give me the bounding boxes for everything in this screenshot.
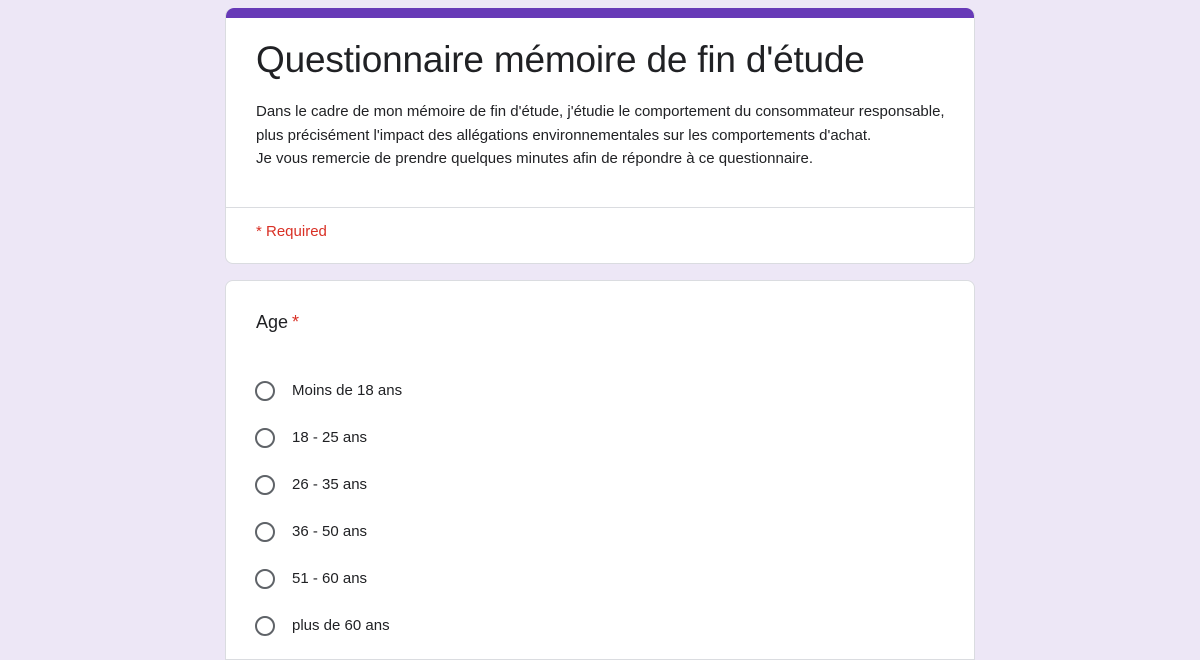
form-title: Questionnaire mémoire de fin d'étude bbox=[256, 39, 865, 80]
question-title bbox=[256, 312, 299, 333]
radio-option[interactable] bbox=[255, 602, 402, 649]
question-title-text: Age bbox=[256, 312, 289, 332]
radio-option-label[interactable]: plus de 60 ans bbox=[292, 617, 390, 634]
header-accent-band bbox=[226, 8, 974, 18]
form-header-card bbox=[225, 8, 975, 264]
radio-unchecked-icon[interactable] bbox=[255, 522, 275, 542]
header-divider bbox=[226, 207, 974, 208]
question-card-age bbox=[225, 280, 975, 660]
radio-option-label[interactable]: 26 - 35 ans bbox=[292, 476, 368, 493]
radio-unchecked-icon[interactable] bbox=[255, 381, 275, 401]
radio-unchecked-icon[interactable] bbox=[255, 569, 275, 589]
radio-unchecked-icon[interactable] bbox=[255, 428, 275, 448]
radio-option[interactable] bbox=[255, 555, 402, 602]
radio-option-label[interactable]: 18 - 25 ans bbox=[292, 429, 368, 446]
required-note: * Required bbox=[256, 223, 327, 240]
form-container bbox=[225, 8, 975, 660]
radio-option-label[interactable]: 51 - 60 ans bbox=[292, 570, 368, 587]
radio-option-label[interactable]: Moins de 18 ans bbox=[292, 382, 403, 399]
radio-option[interactable] bbox=[255, 414, 402, 461]
radio-option-label[interactable]: 36 - 50 ans bbox=[292, 523, 368, 540]
radio-option[interactable] bbox=[255, 367, 402, 414]
radio-unchecked-icon[interactable] bbox=[255, 616, 275, 636]
description-line: Je vous remercie de prendre quelques minutes afin de répondre à ce questionnaire. bbox=[256, 150, 814, 167]
radio-option[interactable] bbox=[255, 508, 402, 555]
radio-option[interactable] bbox=[255, 461, 402, 508]
radio-group-age bbox=[255, 367, 402, 649]
radio-unchecked-icon[interactable] bbox=[255, 475, 275, 495]
form-description bbox=[256, 100, 946, 171]
description-line: Dans le cadre de mon mémoire de fin d'étude, j'étudie le comportement du consommateur responsable, plus précisément l'impact des allégations environnementales sur les comportements d'achat. bbox=[256, 103, 945, 144]
required-asterisk: * bbox=[292, 312, 300, 332]
